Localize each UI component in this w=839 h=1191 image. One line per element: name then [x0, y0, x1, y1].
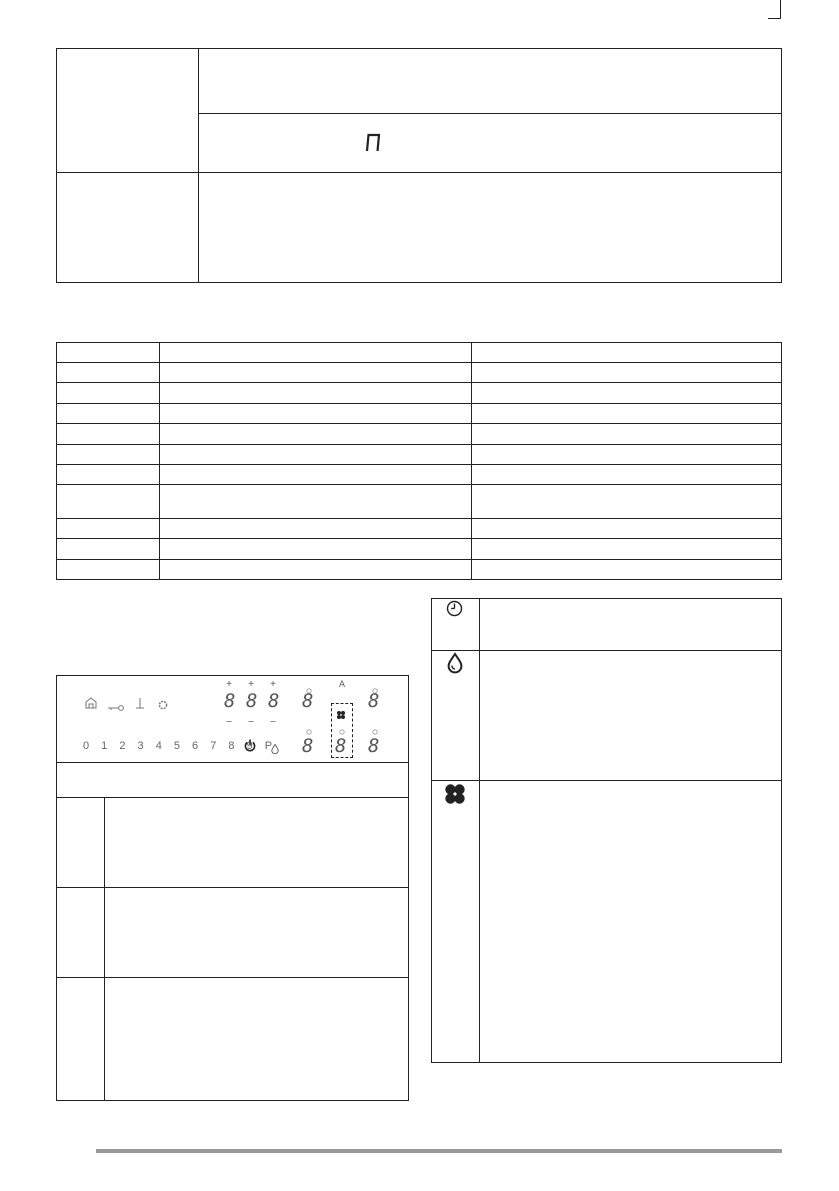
panel-col-divider	[104, 797, 105, 1101]
table-top-row-divider	[56, 172, 782, 173]
table-top	[56, 48, 782, 283]
icon-table-row-divider	[431, 780, 782, 781]
clock-icon	[446, 600, 463, 622]
display-n-symbol	[364, 131, 382, 158]
plus-icon[interactable]: +	[248, 679, 254, 690]
table-top-row-divider	[198, 113, 782, 114]
icon-description-table	[431, 598, 782, 1063]
table-middle-row-divider	[56, 484, 782, 485]
auto-letter: A	[338, 679, 345, 689]
stop-go-icon	[135, 696, 145, 714]
zone-display: 8	[302, 735, 315, 757]
footer-bar	[96, 1149, 782, 1153]
child-lock-icon	[85, 696, 97, 714]
panel-divider	[56, 797, 409, 798]
fan-icon	[444, 783, 466, 810]
power-level-slider[interactable]: 0 1 2 3 4 5 6 7 8 9 P	[83, 740, 277, 752]
key-lock-icon	[108, 699, 124, 717]
table-middle-row-divider	[56, 403, 782, 404]
zone-display: 8	[302, 690, 315, 712]
table-middle-col-divider	[471, 342, 472, 580]
plus-icon[interactable]: +	[226, 679, 232, 690]
table-top-col-divider	[198, 48, 199, 283]
table-middle-col-divider	[159, 342, 160, 580]
table-middle-row-divider	[56, 538, 782, 539]
icon-table-row-divider	[431, 650, 782, 651]
table-middle-row-divider	[56, 423, 782, 424]
minus-icon[interactable]: −	[226, 717, 232, 728]
panel-divider	[56, 762, 409, 763]
table-middle-row-divider	[56, 464, 782, 465]
table-middle	[56, 342, 782, 580]
table-middle-row-divider	[56, 382, 782, 383]
minus-icon[interactable]: −	[248, 717, 254, 728]
hood-display: 8	[335, 735, 348, 757]
panel-divider	[56, 887, 409, 888]
timer-digit: 8	[246, 690, 259, 712]
timer-digit: 8	[224, 690, 237, 712]
control-panel-table	[56, 675, 409, 1101]
table-middle-row-divider	[56, 444, 782, 445]
icon-table-col-divider	[479, 598, 480, 1063]
bridge-icon	[158, 697, 168, 715]
table-middle-row-divider	[56, 518, 782, 519]
table-middle-row-divider	[56, 559, 782, 560]
drop-icon	[447, 653, 463, 678]
table-middle-row-divider	[56, 362, 782, 363]
timer-digit: 8	[268, 690, 281, 712]
plus-icon[interactable]: +	[270, 679, 276, 690]
minus-icon[interactable]: −	[270, 717, 276, 728]
zone-display: 8	[368, 735, 381, 757]
margin-bracket-mark	[768, 0, 781, 19]
power-icon[interactable]	[244, 739, 256, 757]
panel-divider	[56, 977, 409, 978]
drop-icon[interactable]	[271, 741, 279, 759]
zone-display: 8	[368, 690, 381, 712]
